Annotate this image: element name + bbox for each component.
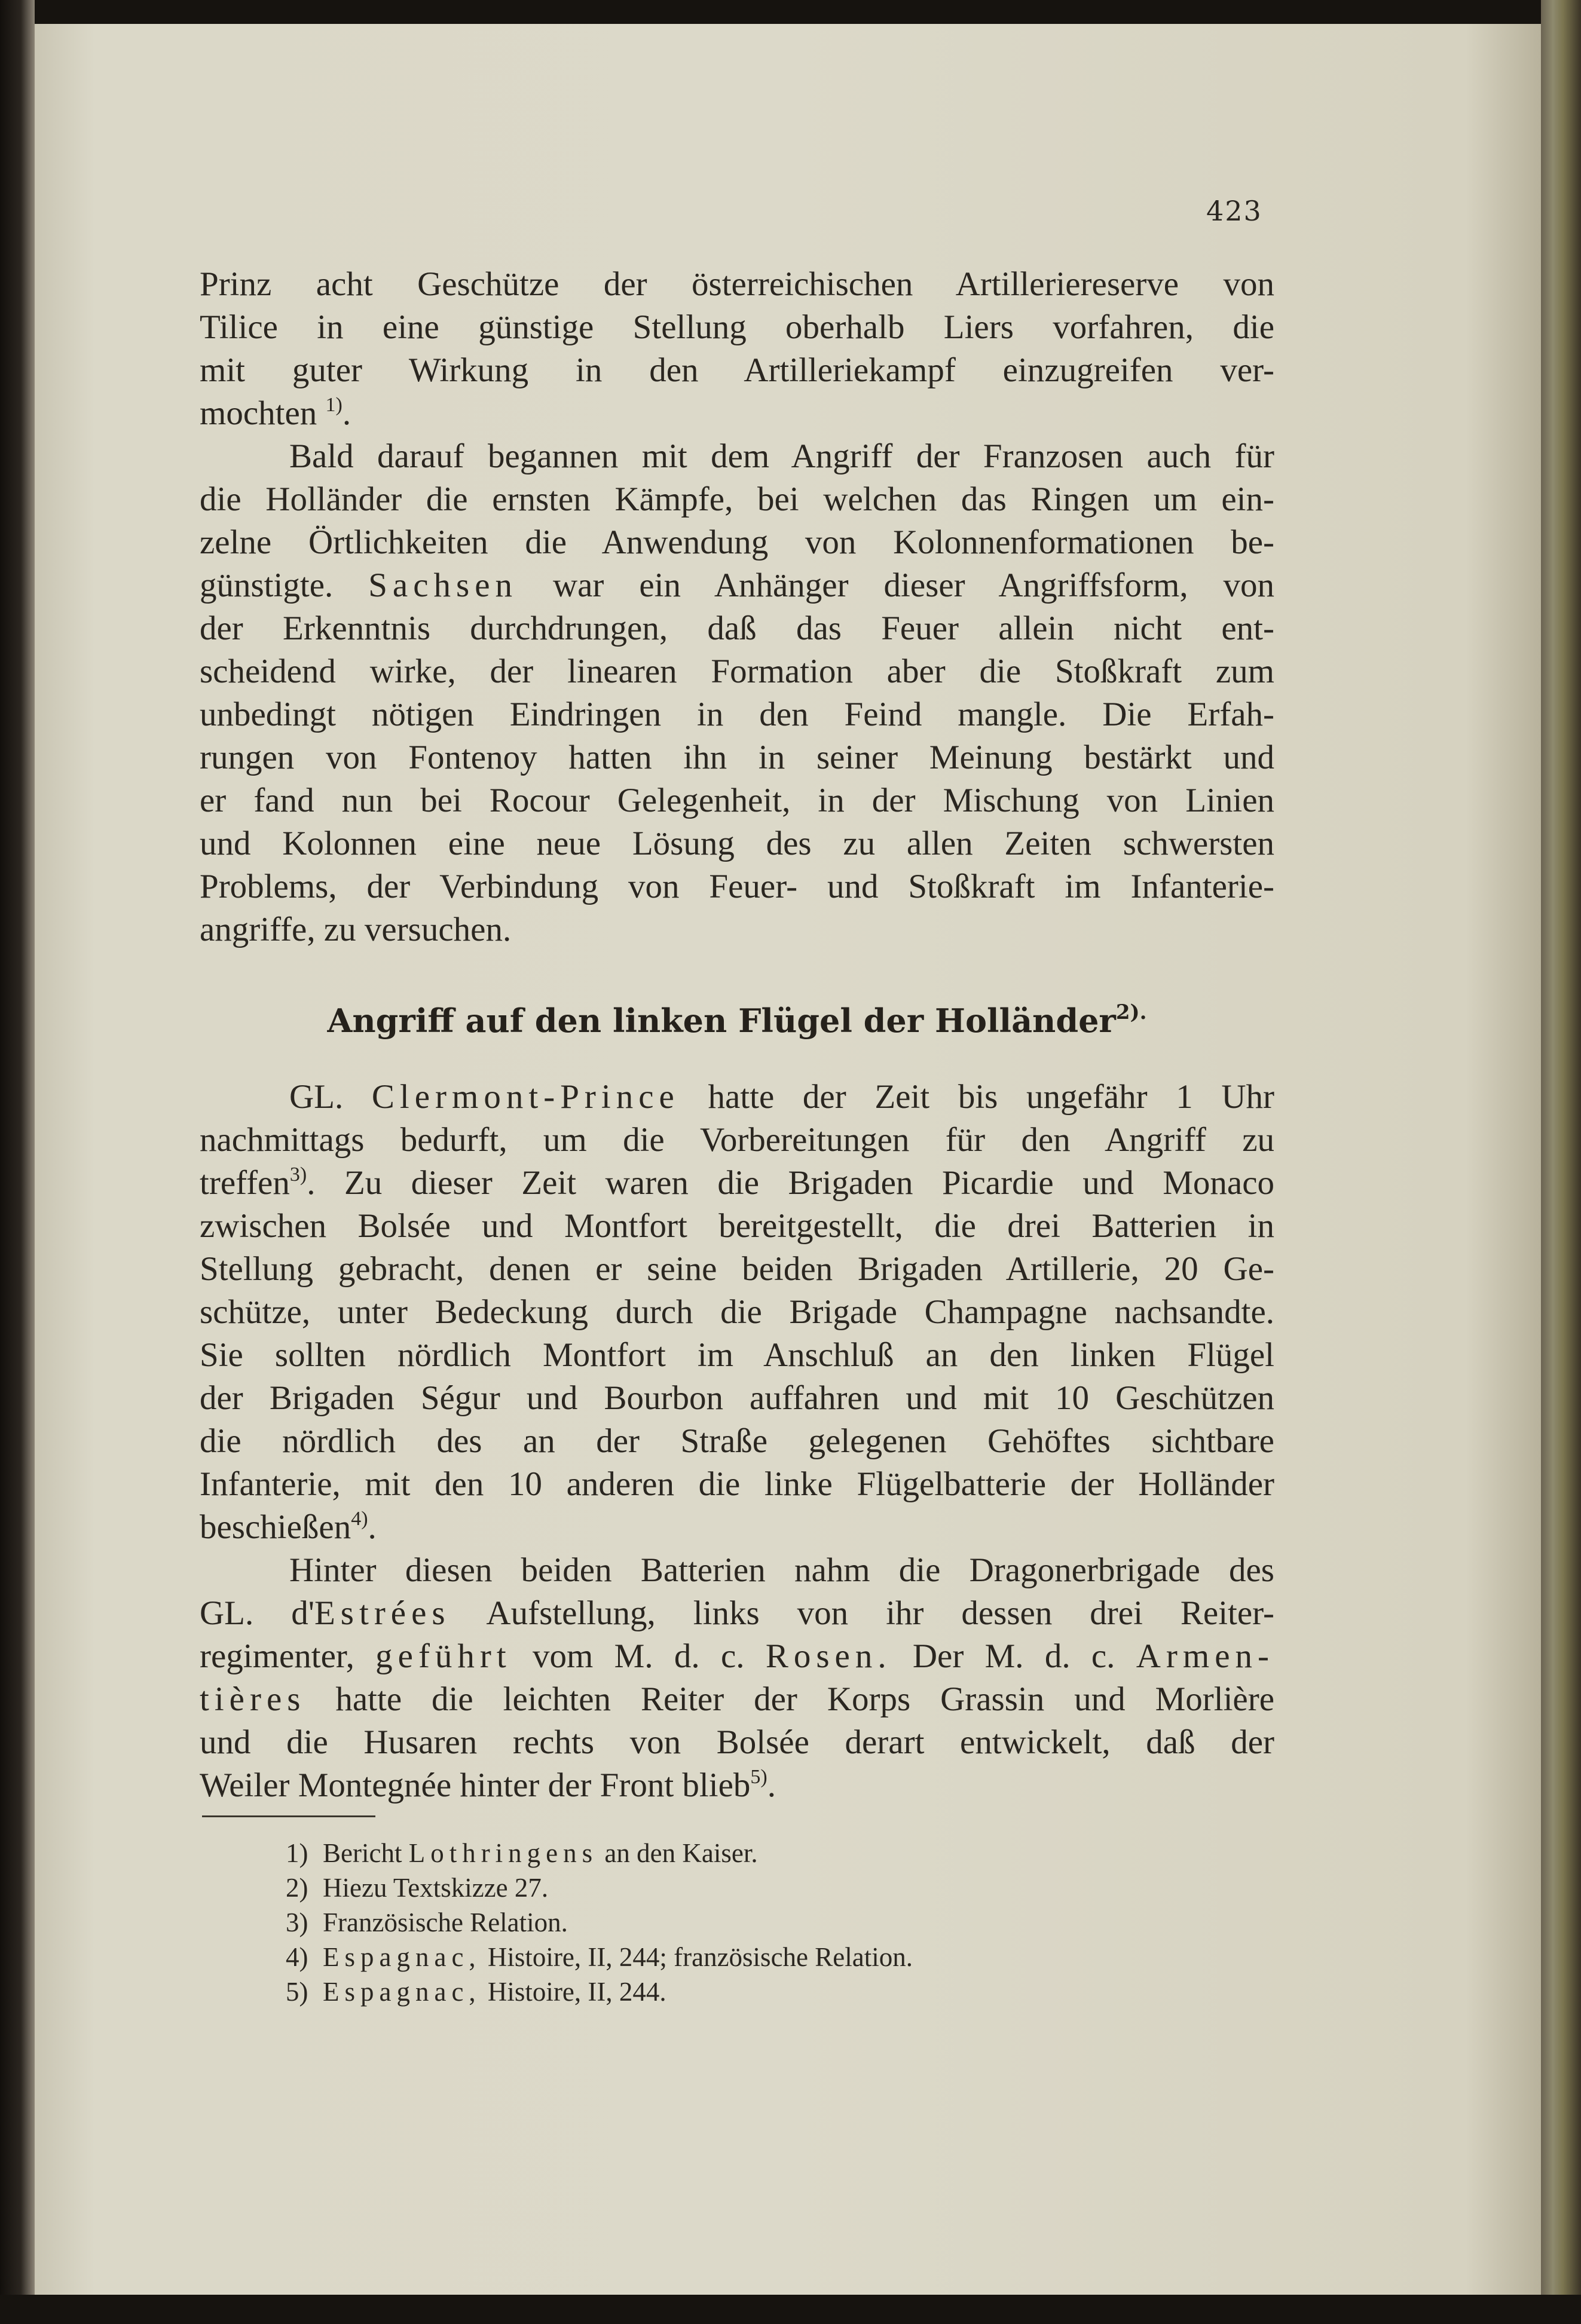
text-line: Infanterie, mit den 10 anderen die linke Flügelbatterie der Holländer (200, 1465, 1274, 1503)
footnote-separator (202, 1815, 375, 1817)
spaced-name: Clermont-Prince (371, 1078, 680, 1116)
footnote-ref: 1) (325, 394, 343, 416)
spaced-name: Armen- (1136, 1637, 1274, 1675)
body-text-top (200, 263, 1274, 951)
book-gutter-edge (0, 0, 35, 2324)
text-line: Weiler Montegnée hinter der Front blieb$^{5)}$. (200, 1766, 776, 1804)
scan-bottom-border (0, 2295, 1581, 2324)
footnote: 1) Bericht Lothringens an den Kaiser. (286, 1838, 758, 1868)
text-line: mit guter Wirkung in den Artilleriekampf einzugreifen ver- (200, 351, 1274, 389)
text-line: günstigte. Sachsen war ein Anhänger dieser Angriffsform, von (200, 567, 1275, 604)
text-line: Prinz acht Geschütze der österreichischen Artilleriereserve von (200, 265, 1274, 303)
text-line: schütze, unter Bedeckung durch die Brigade Champagne nachsandte. (200, 1293, 1274, 1331)
footnote: 4) Espagnac, Histoire, II, 244; französische Relation. (286, 1942, 913, 1972)
book-fore-edge (1541, 0, 1581, 2324)
text-line: die Holländer die ernsten Kämpfe, bei welchen das Ringen um ein- (200, 480, 1274, 518)
text-line: nachmittags bedurft, um die Vorbereitungen für den Angriff zu (200, 1121, 1274, 1159)
body-text-bottom (200, 1076, 1274, 1807)
text-line: rungen von Fontenoy hatten ihn in seiner Meinung bestärkt und (200, 739, 1274, 776)
footnote: 5) Espagnac, Histoire, II, 244. (286, 1977, 666, 2007)
footnote: 2) Hiezu Textskizze 27. (286, 1873, 549, 1903)
scan-top-border (0, 0, 1581, 24)
text-line: angriffe, zu versuchen. (200, 911, 512, 948)
text-line: mochten $^{1)}$. (200, 394, 351, 432)
text-line: und die Husaren rechts von Bolsée derart entwickelt, daß der (200, 1723, 1274, 1761)
text-line: Tilice in eine günstige Stellung oberhalb Liers vorfahren, die (200, 308, 1274, 346)
text-line: GL. d'Estrées Aufstellung, links von ihr dessen drei Reiter- (200, 1594, 1274, 1632)
footnote-ref: 4) (351, 1508, 368, 1530)
spaced-name: tières (200, 1680, 306, 1718)
text-line: regimenter, geführt vom M. d. c. Rosen. Der M. d. c. Armen- (200, 1637, 1274, 1675)
text-line: tières hatte die leichten Reiter der Korps Grassin und Morlière (200, 1680, 1274, 1718)
footnote: 3) Französische Relation. (286, 1907, 568, 1937)
text-line: beschießen$^{4)}$. (200, 1508, 377, 1546)
text-line: zwischen Bolsée und Montfort bereitgestellt, die drei Batterien in (200, 1207, 1274, 1245)
footnote-ref: 3) (289, 1163, 307, 1186)
text-line: zelne Örtlichkeiten die Anwendung von Kolonnenformationen be- (200, 523, 1274, 561)
footnotes (286, 1836, 913, 2009)
text-line: Bald darauf begannen mit dem Angriff der Franzosen auch für (289, 437, 1274, 475)
text-line: und Kolonnen eine neue Lösung des zu allen Zeiten schwersten (200, 825, 1274, 862)
text-line: Hinter diesen beiden Batterien nahm die Dragonerbrigade des (289, 1551, 1274, 1589)
section-heading: Angriff auf den linken Flügel der Holländer$^{2).}$ (327, 1000, 1147, 1040)
text-line: der Erkenntnis durchdrungen, daß das Feuer allein nicht ent- (200, 610, 1274, 647)
spaced-name: Estrées (314, 1594, 451, 1632)
text-line: treffen$^{3)}$. Zu dieser Zeit waren die Brigaden Picardie und Monaco (200, 1163, 1274, 1202)
spaced-name: Rosen. (765, 1637, 892, 1675)
text-line: Stellung gebracht, denen er seine beiden Brigaden Artillerie, 20 Ge- (200, 1250, 1274, 1288)
text-line: Sie sollten nördlich Montfort im Anschluß an den linken Flügel (200, 1336, 1274, 1374)
footnote-ref: 2). (1115, 1000, 1147, 1024)
text-line: die nördlich des an der Straße gelegenen Gehöftes sichtbare (200, 1422, 1274, 1460)
text-line: der Brigaden Ségur und Bourbon auffahren und mit 10 Geschützen (200, 1379, 1274, 1417)
spaced-name: Sachsen (368, 567, 518, 604)
text-line: er fand nun bei Rocour Gelegenheit, in der Mischung von Linien (200, 782, 1274, 819)
page-number: 423 (1206, 195, 1262, 227)
text-line: Problems, der Verbindung von Feuer- und Stoßkraft im Infanterie- (200, 868, 1274, 905)
footnote-ref: 5) (750, 1766, 767, 1788)
text-line: unbedingt nötigen Eindringen in den Feind mangle. Die Erfah- (200, 696, 1274, 733)
text-line: GL. Clermont-Prince hatte der Zeit bis ungefähr 1 Uhr (289, 1078, 1275, 1116)
text-line: scheidend wirke, der linearen Formation aber die Stoßkraft zum (200, 653, 1274, 690)
